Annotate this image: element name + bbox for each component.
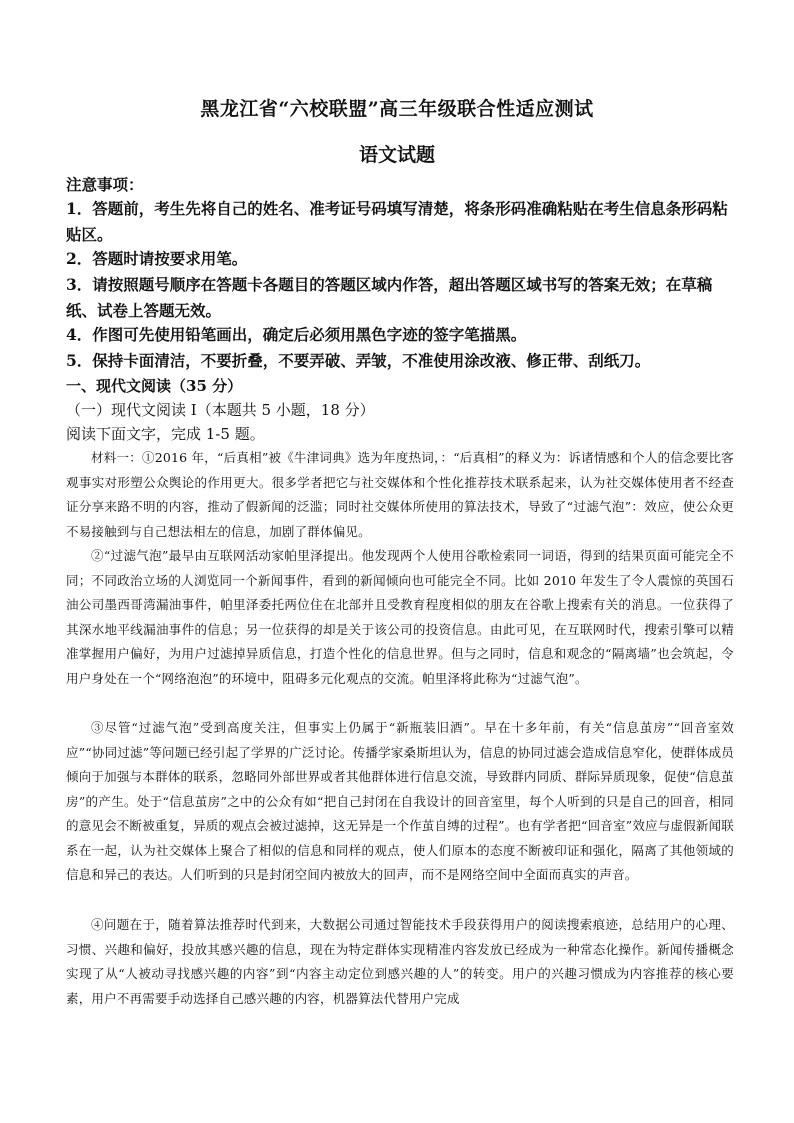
- exam-title: 黑龙江省“六校联盟”高三年级联合性适应测试: [200, 98, 594, 120]
- passage-paragraph-4: ④问题在于，随着算法推荐时代到来，大数据公司通过智能技术手段获得用户的阅读搜索痕迹，总结用户的心理、习惯、兴趣和偏好，投放其感兴趣的信息，现在为特定群体实现精准内容发放已经成为一种常态化操作。新闻传播概念实现了从“人被动寻找感兴趣的内容”到“内容主动定位到感兴趣的人”的转变。用户的兴趣习惯成为内容推荐的核心要素，用户不再需要手动选择自己感兴趣的内容，机器算法代替用户完成: [66, 917, 734, 1006]
- passage-paragraph-2: ②“过滤气泡”最早由互联网活动家帕里泽提出。他发现两个人使用谷歌检索同一词语，得到的结果页面可能完全不同；不同政治立场的人浏览同一个新闻事件，看到的新闻倾向也可能完全不同。比如 2010 年发生了令人震惊的英国石油公司墨西哥湾漏油事件，帕里泽委托两位住在北部并且受教育程度相似的朋友在谷歌上搜索有关的消息。一位获得了其深水地平线漏油事件的信息；另一位获得的却是关于该公司的投资信息。由此可见，在互联网时代，搜索引擎可以精准掌握用户偏好，为用户过滤掉异质信息，打造个性化的信息世界。但与之同时，信息和观念的“隔离墙”也会筑起，令用户身处在一个“网络泡泡”的环境中，阻碍多元化观点的交流。帕里泽将此称为“过滤气泡”。: [66, 548, 734, 686]
- part-title: 一、现代文阅读（35 分）: [66, 377, 243, 395]
- notice-item-4: 4．作图可先使用铅笔画出，确定后必须用黑色字迹的签字笔描黑。: [66, 325, 527, 344]
- passage-paragraph-3: ③尽管“过滤气泡”受到高度关注，但事实上仍属于“新瓶装旧酒”。早在十多年前，有关“信息茧房”“回音室效应”“协同过滤”等问题已经引起了学界的广泛讨论。传播学家桑斯坦认为，信息的协同过滤会造成信息窄化，使群体成员倾向于加强与本群体的联系，忽略同外部世界或者其他群体进行信息交流，导致群内同质、群际异质现象，促使“信息茧房”的产生。处于“信息茧房”之中的公众有如“把自己封闭在自我设计的回音室里，每个人听到的只是自己的回音，相同的意见会不断被重复，异质的观点会被过滤掉，这无异是一个作茧自缚的过程”。也有学者把“回音室”效应与虚假新闻联系在一起，认为社交媒体上聚合了相似的信息和同样的观点，使人们原本的态度不断被印证和强化，隔离了其他领域的信息和异己的表达。人们听到的只是封闭空间内被放大的回声，而不是网络空间中全面而真实的声音。: [66, 720, 734, 882]
- notice-item-2: 2．答题时请按要求用笔。: [66, 249, 248, 268]
- passage-paragraph-1: 材料一：①2016 年，“后真相”被《牛津词典》选为年度热词，：“后真相”的释义为：诉诸情感和个人的信念要比客观事实对形塑公众舆论的作用更大。很多学者把它与社交媒体和个性化推荐技术联系起来，认为社交媒体使用者不经查证分享来路不明的内容，推动了假新闻的泛滥；同时社交媒体所使用的算法技术，导致了“过滤气泡”：效应，使公众更不易接触到与自己想法相左的信息，加剧了群体偏见。: [66, 450, 734, 539]
- notice-item-3: 3．请按照题号顺序在答题卡各题目的答题区域内作答，超出答题区域书写的答案无效；在草稿纸、试卷上答题无效。: [66, 275, 713, 320]
- notice-heading: 注意事项：: [66, 175, 144, 194]
- sub-title: （一）现代文阅读 I（本题共 5 小题，18 分）: [66, 401, 375, 419]
- notice-item-1: 1．答题前，考生先将自己的姓名、准考证号码填写清楚，将条形码准确粘贴在考生信息条形码粘贴区。: [66, 199, 728, 244]
- exam-subtitle: 语文试题: [358, 144, 435, 166]
- instruction: 阅读下面文字，完成 1-5 题。: [66, 425, 265, 443]
- notice-item-5: 5．保持卡面清洁，不要折叠，不要弄破、弄皱，不准使用涂改液、修正带、刮纸刀。: [66, 351, 651, 370]
